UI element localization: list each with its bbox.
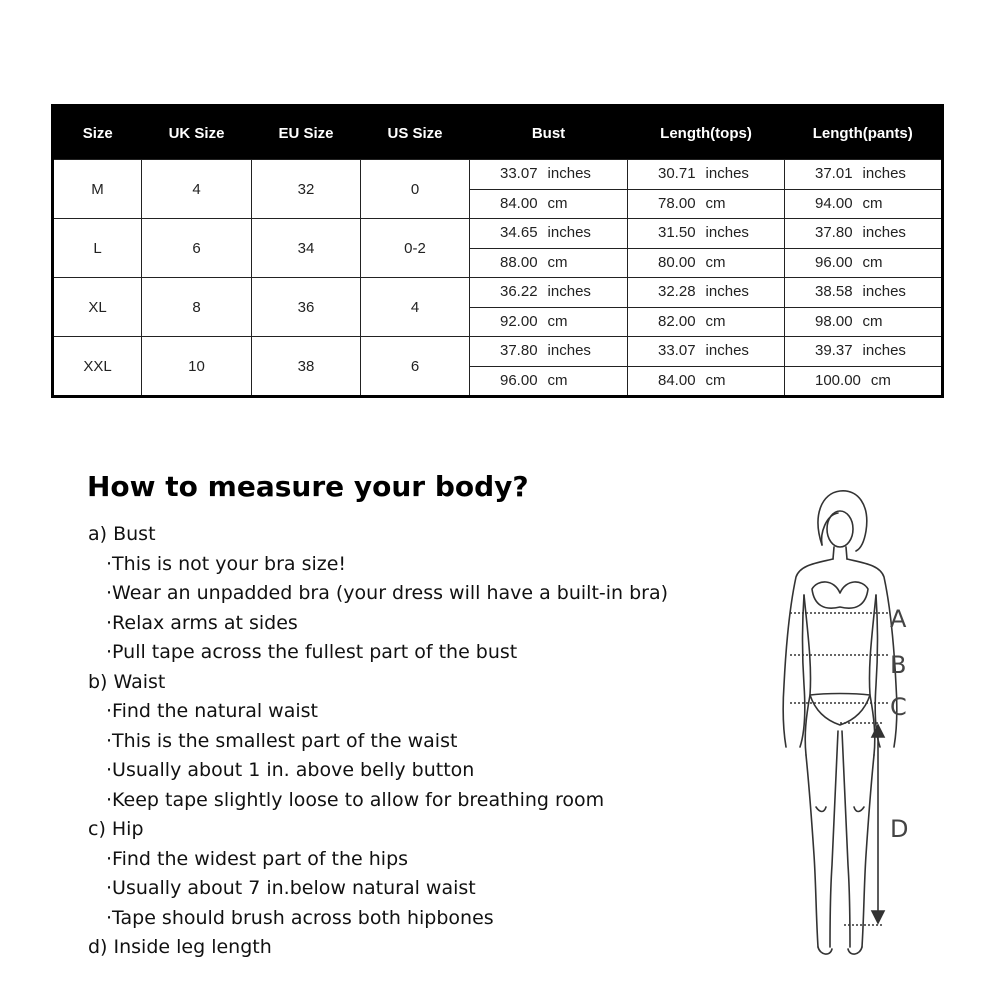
length-tops-cm-value: 84.00 [658, 371, 696, 389]
cell-size: L [53, 219, 142, 278]
cell-uk-size: 8 [142, 278, 252, 337]
unit-cm: cm [862, 312, 883, 330]
guide-title: How to measure your body? [87, 470, 529, 503]
cell-size: XXL [53, 337, 142, 397]
unit-inches: inches [705, 283, 749, 300]
section-heading-hip: c) Hip [88, 818, 144, 840]
unit-inches: inches [705, 224, 749, 241]
unit-cm: cm [705, 253, 726, 271]
unit-cm: cm [705, 194, 726, 212]
length-pants-inches-value: 37.01 [815, 165, 853, 182]
cell-uk-size: 6 [142, 219, 252, 278]
guide-item: ·Wear an unpadded bra (your dress will have a built-in bra) [106, 582, 669, 604]
length-pants-inches-value: 39.37 [815, 342, 853, 359]
label-b: B [890, 651, 907, 679]
cell-length-pants [785, 278, 943, 337]
cell-eu-size: 38 [252, 337, 361, 397]
body-measurement-figure [760, 485, 940, 965]
unit-cm: cm [547, 194, 568, 212]
cell-us-size: 4 [361, 278, 470, 337]
label-a: A [890, 605, 907, 633]
bust-cm-value: 84.00 [500, 194, 538, 212]
guide-item: ·Keep tape slightly loose to allow for breathing room [106, 788, 605, 811]
bust-inches-value: 34.65 [500, 224, 538, 241]
cell-us-size: 0 [361, 160, 470, 219]
cell-us-size: 0-2 [361, 219, 470, 278]
guide-item: ·Find the widest part of the hips [106, 847, 409, 870]
cell-length-tops [628, 219, 785, 278]
unit-inches: inches [862, 165, 906, 182]
length-tops-inches-value: 32.28 [658, 283, 696, 300]
header-size: Size [53, 106, 142, 160]
table-row [53, 278, 943, 337]
unit-cm: cm [547, 312, 568, 330]
unit-inches: inches [547, 165, 591, 182]
length-tops-cm-value: 80.00 [658, 253, 696, 271]
length-pants-inches-value: 37.80 [815, 224, 853, 241]
bust-inches-value: 37.80 [500, 342, 538, 359]
unit-cm: cm [547, 253, 568, 271]
header-bust: Bust [470, 106, 628, 160]
length-pants-inches-value: 38.58 [815, 283, 853, 300]
header-us-size: US Size [361, 106, 470, 160]
length-pants-cm-value: 94.00 [815, 194, 853, 212]
measurement-guide [88, 520, 748, 963]
unit-inches: inches [862, 342, 906, 359]
cell-eu-size: 36 [252, 278, 361, 337]
cell-eu-size: 34 [252, 219, 361, 278]
table-row [53, 160, 943, 219]
length-tops-cm-value: 82.00 [658, 312, 696, 330]
cell-length-tops [628, 160, 785, 219]
unit-cm: cm [870, 371, 891, 389]
cell-size: XL [53, 278, 142, 337]
cell-bust [470, 278, 628, 337]
unit-inches: inches [862, 283, 906, 300]
cell-uk-size: 4 [142, 160, 252, 219]
length-pants-cm-value: 96.00 [815, 253, 853, 271]
unit-inches: inches [705, 165, 749, 182]
unit-cm: cm [547, 371, 568, 389]
guide-item: ·This is not your bra size! [106, 552, 347, 575]
cell-bust [470, 337, 628, 397]
cell-size: M [53, 160, 142, 219]
table-row [53, 219, 943, 278]
header-length-pants: Length(pants) [785, 106, 943, 160]
guide-item: ·This is the smallest part of the waist [106, 729, 458, 752]
bust-inches-value: 33.07 [500, 165, 538, 182]
unit-cm: cm [705, 371, 726, 389]
length-pants-cm-value: 98.00 [815, 312, 853, 330]
section-heading-waist: b) Waist [88, 670, 166, 693]
body-outline-illustration [760, 485, 940, 965]
cell-length-pants [785, 337, 943, 397]
guide-item: ·Relax arms at sides [106, 611, 298, 634]
cell-length-pants [785, 219, 943, 278]
bust-cm-value: 96.00 [500, 371, 538, 389]
bust-cm-value: 88.00 [500, 253, 538, 271]
length-pants-cm-value: 100.00 [815, 371, 861, 389]
size-chart-body [53, 160, 943, 397]
unit-cm: cm [862, 253, 883, 271]
bust-inches-value: 36.22 [500, 283, 538, 300]
cell-bust [470, 160, 628, 219]
table-row [53, 337, 943, 397]
length-tops-inches-value: 30.71 [658, 165, 696, 182]
unit-cm: cm [705, 312, 726, 330]
guide-item: ·Usually about 7 in.below natural waist [106, 877, 476, 899]
unit-inches: inches [547, 342, 591, 359]
unit-inches: inches [547, 283, 591, 300]
header-eu-size: EU Size [252, 106, 361, 160]
unit-inches: inches [547, 224, 591, 241]
label-c: C [890, 693, 907, 721]
cell-eu-size: 32 [252, 160, 361, 219]
unit-inches: inches [705, 342, 749, 359]
bust-cm-value: 92.00 [500, 312, 538, 330]
cell-length-tops [628, 337, 785, 397]
label-d: D [890, 815, 909, 843]
guide-item: ·Usually about 1 in. above belly button [106, 759, 475, 781]
length-tops-inches-value: 31.50 [658, 224, 696, 241]
cell-bust [470, 219, 628, 278]
section-heading-bust: a) Bust [88, 523, 156, 545]
length-tops-inches-value: 33.07 [658, 342, 696, 359]
section-heading-inside-leg: d) Inside leg length [88, 936, 272, 958]
cell-uk-size: 10 [142, 337, 252, 397]
cell-length-pants [785, 160, 943, 219]
header-uk-size: UK Size [142, 106, 252, 160]
length-tops-cm-value: 78.00 [658, 194, 696, 212]
unit-inches: inches [862, 224, 906, 241]
cell-us-size: 6 [361, 337, 470, 397]
unit-cm: cm [862, 194, 883, 212]
guide-item: ·Tape should brush across both hipbones [106, 906, 494, 929]
guide-item: ·Pull tape across the fullest part of the bust [106, 641, 518, 663]
cell-length-tops [628, 278, 785, 337]
size-chart-header [53, 106, 943, 160]
guide-item: ·Find the natural waist [106, 700, 318, 722]
size-chart-table [51, 104, 944, 398]
header-length-tops: Length(tops) [628, 106, 785, 160]
